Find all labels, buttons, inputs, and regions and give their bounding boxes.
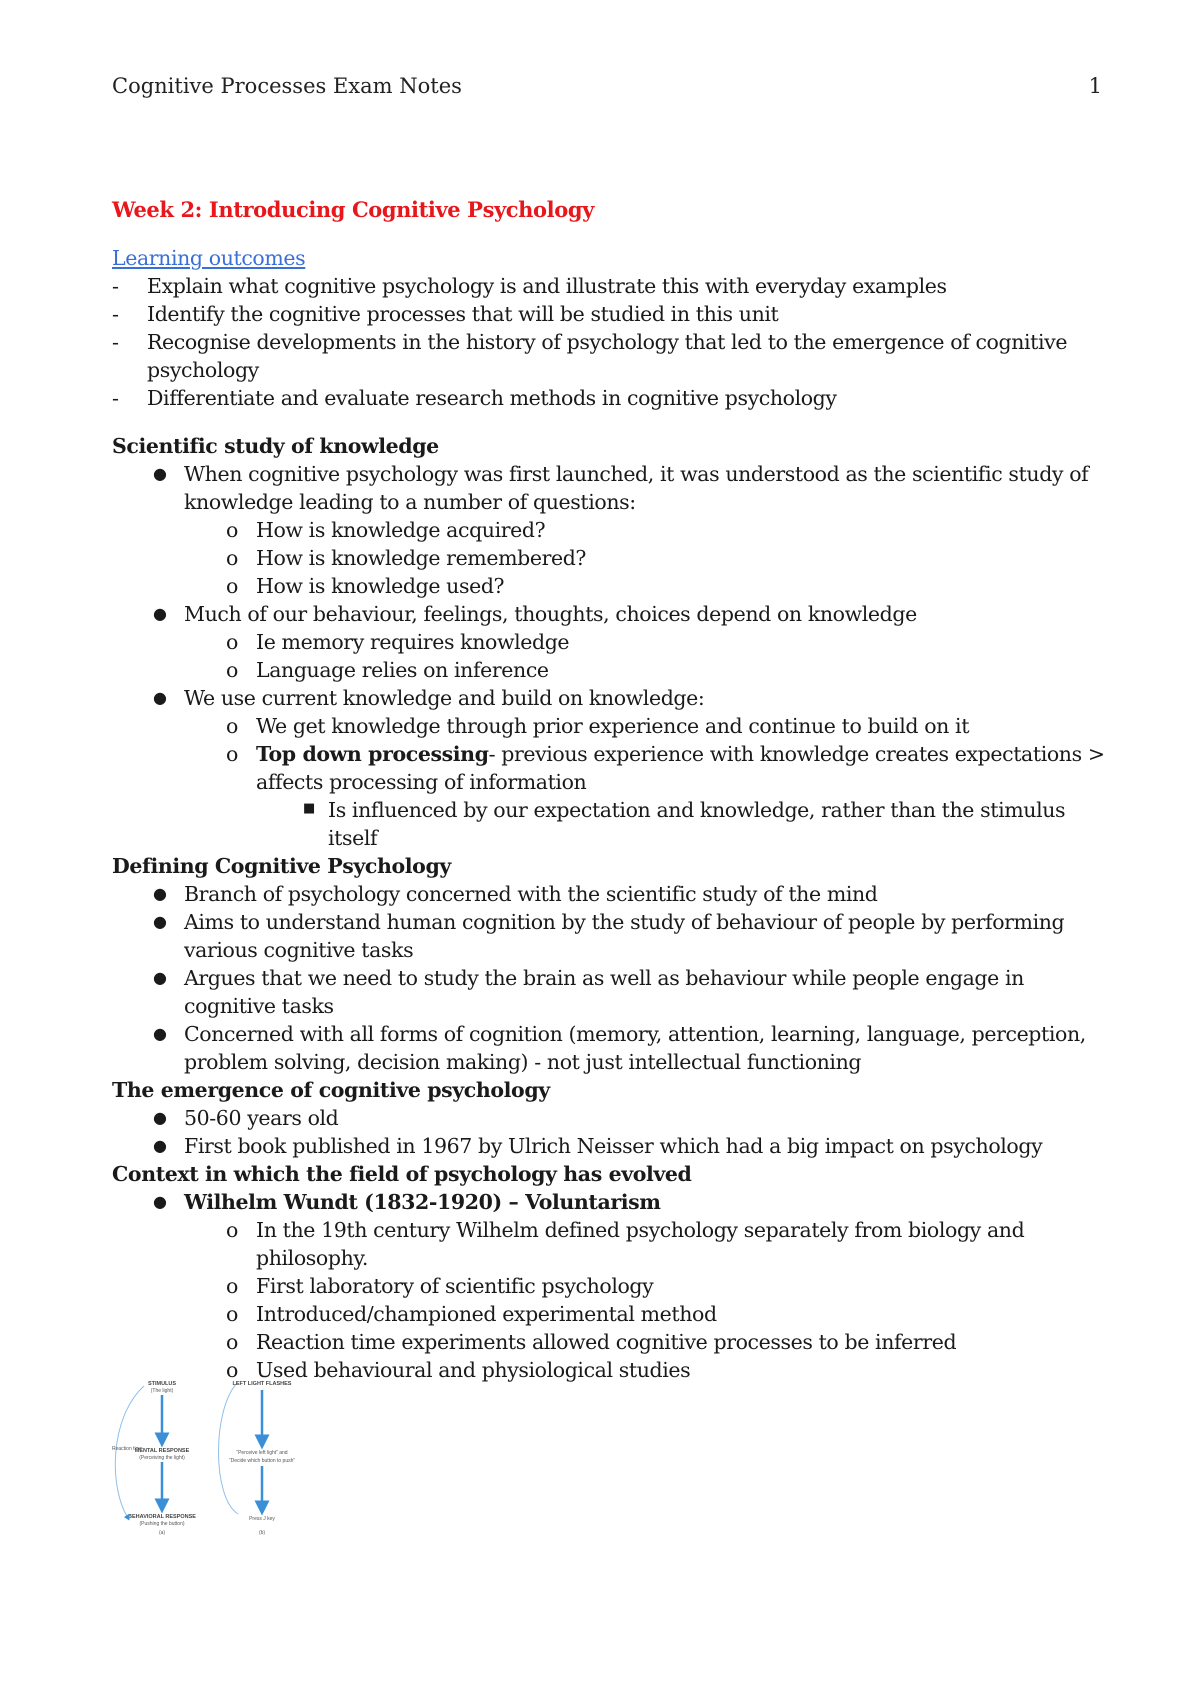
learning-outcomes-heading: Learning outcomes [112, 246, 306, 270]
bullet-list [112, 460, 1112, 852]
circle-bullet-icon: o [226, 1302, 238, 1326]
document-body [112, 196, 1112, 1384]
list-item: ■ Is influenced by our expectation and knowledge, rather than the stimulus itself [256, 796, 1112, 852]
circle-bullet-icon: o [226, 1358, 238, 1382]
press-key-label: Press J key [249, 1516, 275, 1522]
page-number: 1 [1088, 74, 1102, 98]
bullet-icon: ● [153, 1192, 167, 1211]
bullet-icon: ● [153, 1024, 167, 1043]
list-item: ● Concerned with all forms of cognition (memory, attention, learning, language, perception, problem solving, decision making) - not just intellectual functioning [153, 1022, 1086, 1074]
list-item: o First laboratory of scientific psychology [226, 1274, 654, 1298]
list-item: ● Argues that we need to study the brain as well as behaviour while people engage in cognitive tasks [153, 966, 1024, 1018]
list-item: ● First book published in 1967 by Ulrich Neisser which had a big impact on psychology [153, 1134, 1043, 1158]
list-item: ● Branch of psychology concerned with the scientific study of the mind [153, 882, 878, 906]
list-item: - Recognise developments in the history of psychology that led to the emergence of cognitive psychology [112, 328, 1112, 384]
list-item: o We get knowledge through prior experience and continue to build on it [226, 714, 970, 738]
behavioral-response-sublabel: (Pushing the button) [139, 1521, 185, 1527]
perceive-label: “Perceive left light” and [236, 1450, 288, 1456]
stimulus-label: STIMULUS [147, 1381, 177, 1387]
list-item: o Introduced/championed experimental method [226, 1302, 717, 1326]
learning-outcomes-list [112, 272, 1112, 412]
bullet-icon: ● [153, 884, 167, 903]
bullet-list [112, 1104, 1112, 1160]
panel-a-label: (a) [158, 1530, 166, 1536]
list-item: ● Wilhelm Wundt (1832-1920) – Voluntarism o In the 19th century Wilhelm defined psychology separately from biology and philosophy. o First laboratory of scientific psychology o Introduced/championed experimental method o Reaction time experiments allowed cognitive processes to be inferred o Used behavioural and physiological studies [112, 1188, 1112, 1384]
circle-bullet-icon: o [226, 714, 238, 738]
reaction-time-diagram [104, 1378, 344, 1550]
list-item: o In the 19th century Wilhelm defined psychology separately from biology and philosophy. [226, 1218, 1025, 1270]
circle-bullet-icon: o [226, 1330, 238, 1354]
bullet-icon: ● [153, 968, 167, 987]
list-item: o How is knowledge remembered? [226, 546, 587, 570]
section-heading: Context in which the field of psychology has evolved [112, 1162, 692, 1186]
list-item: o Reaction time experiments allowed cognitive processes to be inferred [226, 1330, 957, 1354]
list-item: - Differentiate and evaluate research methods in cognitive psychology [112, 384, 1112, 412]
bullet-icon: ● [153, 604, 167, 623]
panel-b-label: (b) [258, 1530, 266, 1536]
panel-b-arc [219, 1382, 239, 1514]
list-item: o Language relies on inference [226, 658, 549, 682]
list-item: ● When cognitive psychology was first launched, it was understood as the scientific study of knowledge leading to a number of questions: o How is knowledge acquired? o How is knowledge remembered? o How is knowledge used? [112, 460, 1112, 600]
list-item: - Explain what cognitive psychology is and illustrate this with everyday examples [112, 272, 1112, 300]
section-heading: The emergence of cognitive psychology [112, 1078, 550, 1102]
reaction-time-label: Reaction time [112, 1446, 143, 1452]
circle-bullet-icon: o [226, 518, 238, 542]
circle-bullet-icon: o [226, 574, 238, 598]
bullet-icon: ● [153, 912, 167, 931]
circle-bullet-icon: o [226, 630, 238, 654]
list-item: o Ie memory requires knowledge [226, 630, 570, 654]
circle-bullet-icon: o [226, 742, 238, 766]
bullet-icon: ● [153, 688, 167, 707]
section-heading: Defining Cognitive Psychology [112, 854, 451, 878]
list-item: o How is knowledge used? [226, 574, 505, 598]
list-item: - Identify the cognitive processes that will be studied in this unit [112, 300, 1112, 328]
square-bullet-icon: ■ [303, 801, 315, 816]
header-title: Cognitive Processes Exam Notes [112, 74, 462, 98]
bullet-icon: ● [153, 1136, 167, 1155]
mental-response-sublabel: (Perceiving the light) [139, 1455, 185, 1461]
decide-label: “Decide which button to push” [228, 1458, 296, 1464]
list-item: ● Aims to understand human cognition by the study of behaviour of people by performing various cognitive tasks [153, 910, 1065, 962]
behavioral-response-label: BEHAVIORAL RESPONSE [128, 1514, 196, 1520]
list-item: o How is knowledge acquired? [226, 518, 546, 542]
bullet-icon: ● [153, 464, 167, 483]
list-item: o Top down processing- previous experience with knowledge creates expectations > affects processing of information ■ Is influenced by our expectation and knowledge, rather than the stimulus itself [184, 740, 1112, 852]
circle-bullet-icon: o [226, 1218, 238, 1242]
list-item: ● We use current knowledge and build on knowledge: o We get knowledge through prior experience and continue to build on it o Top down processing- previous experience with knowledge creates expectations > affects processing of information ■ Is influenced by our expectation and knowledge, rather than the stimulus itself [112, 684, 1112, 852]
bullet-icon: ● [153, 1108, 167, 1127]
week-title: Week 2: Introducing Cognitive Psychology [112, 197, 594, 222]
mental-response-label: MENTAL RESPONSE [134, 1448, 190, 1454]
circle-bullet-icon: o [226, 1274, 238, 1298]
stimulus-sublabel: (The light) [150, 1388, 174, 1394]
list-item: o Used behavioural and physiological studies [226, 1358, 691, 1382]
section-heading: Scientific study of knowledge [112, 434, 439, 458]
bullet-list [112, 880, 1112, 1076]
list-item: ● Much of our behaviour, feelings, thoughts, choices depend on knowledge o Ie memory requires knowledge o Language relies on inference [112, 600, 1112, 684]
bullet-list [112, 1188, 1112, 1384]
page-header [112, 74, 1102, 98]
circle-bullet-icon: o [226, 546, 238, 570]
list-item: ● 50-60 years old [153, 1106, 339, 1130]
left-light-label: LEFT LIGHT FLASHES [232, 1381, 292, 1387]
circle-bullet-icon: o [226, 658, 238, 682]
